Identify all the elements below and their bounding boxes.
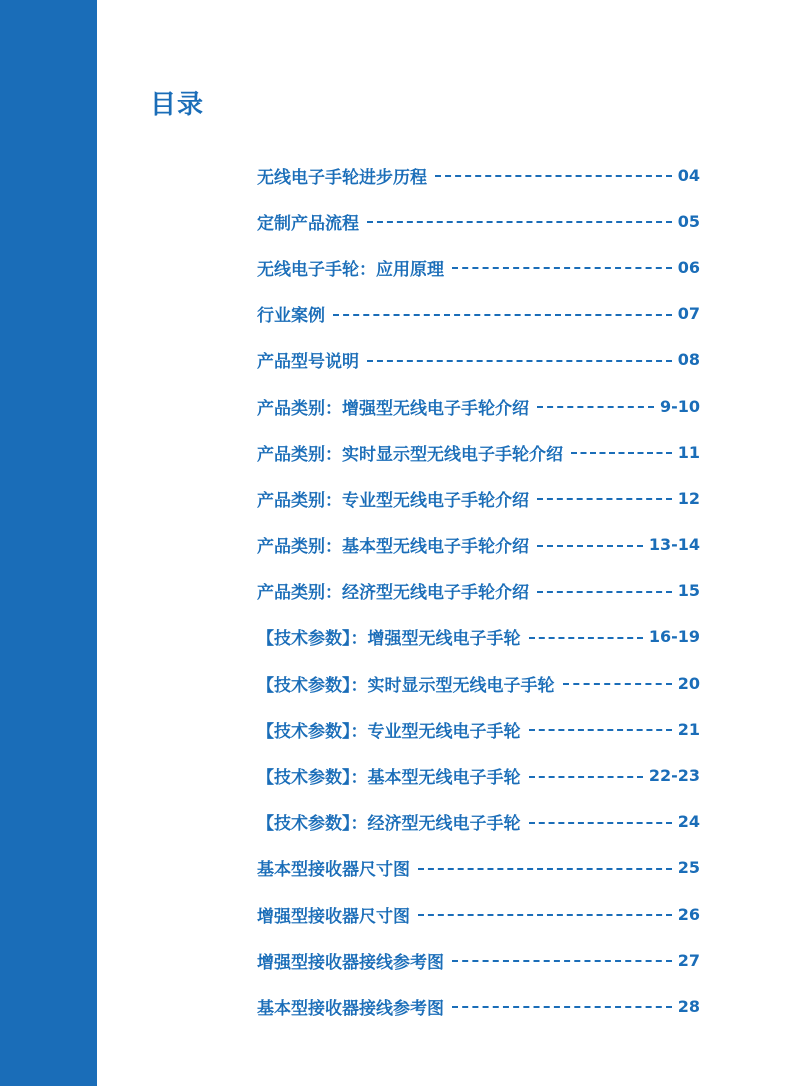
toc-entry[interactable] [257,983,700,1029]
toc-entry-label: 定制产品流程 [257,213,359,234]
toc-entry-label: 行业案例 [257,306,325,327]
toc-entry-label: 无线电子手轮：应用原理 [257,259,444,280]
toc-entry-page: 16-19 [648,627,700,647]
toc-entry-page: 28 [677,996,700,1016]
toc-entry[interactable] [257,337,700,383]
toc-entry[interactable] [257,244,700,290]
toc-entry[interactable] [257,475,700,521]
toc-entry-page: 25 [677,858,700,878]
toc-leader [452,267,672,269]
toc-entry-label: 无线电子手轮进步历程 [257,167,427,188]
toc-entry-page: 9-10 [659,396,700,416]
toc-entry[interactable] [257,614,700,660]
toc-entry-label: 产品类别：专业型无线电子手轮介绍 [257,490,529,511]
toc-leader [435,175,672,177]
toc-entry-page: 24 [677,812,700,832]
toc-entry-page: 11 [677,442,700,462]
toc-leader [529,729,672,731]
toc-entry-page: 08 [677,350,700,370]
toc-entry-page: 07 [677,304,700,324]
toc-entry-label: 产品类别：实时显示型无线电子手轮介绍 [257,444,563,465]
toc-entry[interactable] [257,429,700,475]
toc-entry[interactable] [257,937,700,983]
toc-leader [563,683,672,685]
toc-leader [418,868,672,870]
toc-entry-label: 基本型接收器接线参考图 [257,998,444,1019]
toc-entry-page: 22-23 [648,766,700,786]
toc-entry-label: 增强型接收器尺寸图 [257,906,410,927]
toc-leader [571,452,672,454]
toc-entry[interactable] [257,291,700,337]
toc-entry[interactable] [257,799,700,845]
toc-entry[interactable] [257,891,700,937]
toc-leader [537,591,672,593]
toc-entry-page: 21 [677,719,700,739]
toc-entry-label: 【技术参数】：实时显示型无线电子手轮 [257,675,555,696]
toc-entry-page: 12 [677,488,700,508]
toc-entry[interactable] [257,522,700,568]
toc-leader [537,498,672,500]
toc-entry-page: 15 [677,581,700,601]
toc-entry-page: 27 [677,950,700,970]
toc-entry[interactable] [257,383,700,429]
side-bar [0,0,97,1086]
toc-entry-label: 【技术参数】：基本型无线电子手轮 [257,768,521,789]
toc-entry-page: 04 [677,165,700,185]
toc-entry-label: 产品类别：增强型无线电子手轮介绍 [257,398,529,419]
toc-entry-label: 增强型接收器接线参考图 [257,952,444,973]
toc-leader [452,960,672,962]
toc-leader [333,314,672,316]
toc-entry-label: 产品类别：基本型无线电子手轮介绍 [257,537,529,558]
toc-entry[interactable] [257,198,700,244]
toc-leader [529,822,672,824]
toc-entry-label: 【技术参数】：专业型无线电子手轮 [257,721,521,742]
toc-leader [529,637,643,639]
page-title: 目录 [150,90,205,120]
toc-leader [529,776,643,778]
toc-entry-page: 13-14 [648,535,700,555]
toc-entry[interactable] [257,706,700,752]
toc-entry-label: 基本型接收器尺寸图 [257,860,410,881]
toc-entry-page: 26 [677,904,700,924]
toc-entry-label: 产品类别：经济型无线电子手轮介绍 [257,583,529,604]
toc-leader [367,221,672,223]
toc-leader [452,1006,672,1008]
toc-entry-page: 20 [677,673,700,693]
toc-entry[interactable] [257,660,700,706]
toc-leader [367,360,672,362]
toc-leader [537,545,643,547]
toc-entry-label: 【技术参数】：增强型无线电子手轮 [257,629,521,650]
toc-list [257,152,700,1030]
toc-leader [418,914,672,916]
toc-entry-page: 06 [677,257,700,277]
toc-entry-label: 【技术参数】：经济型无线电子手轮 [257,814,521,835]
toc-entry[interactable] [257,845,700,891]
toc-entry-page: 05 [677,211,700,231]
toc-entry-label: 产品型号说明 [257,352,359,373]
toc-entry[interactable] [257,752,700,798]
toc-leader [537,406,654,408]
toc-entry[interactable] [257,568,700,614]
toc-entry[interactable] [257,152,700,198]
